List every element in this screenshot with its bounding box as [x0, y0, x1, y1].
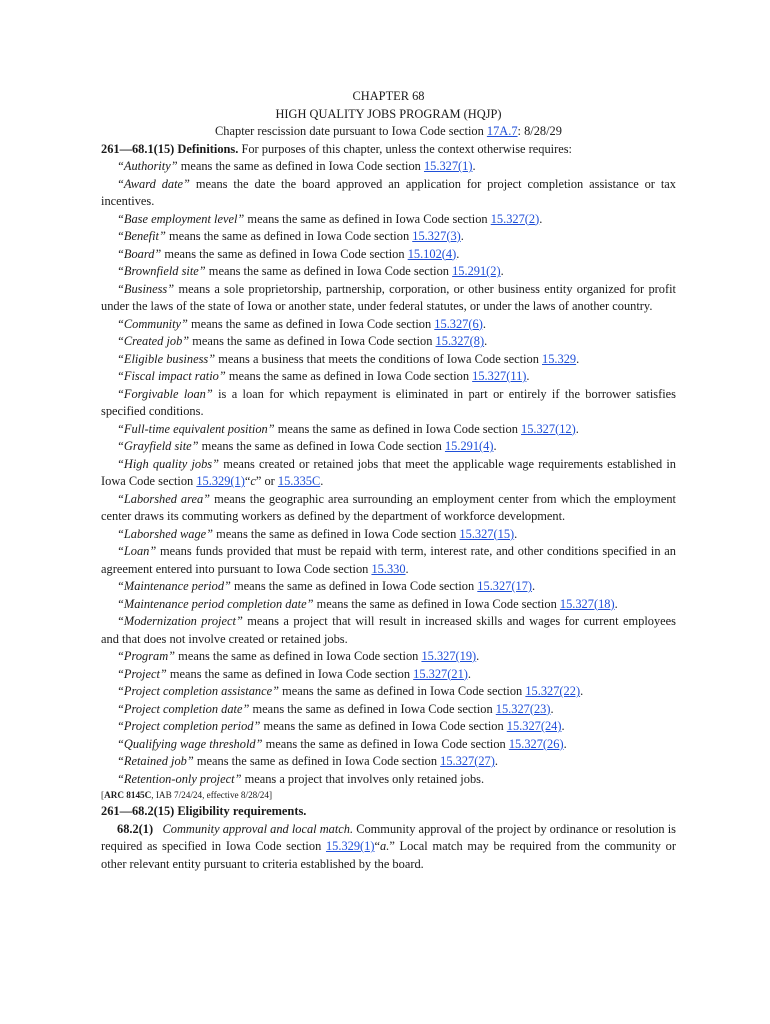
code-link[interactable]: 15.327(17)	[477, 579, 533, 593]
definition-text: means the date the board approved an application for project completion assistance or tax incentives.	[101, 176, 676, 208]
code-link[interactable]: 15.327(19)	[421, 649, 477, 663]
definition-text: means the same as defined in Iowa Code section	[198, 439, 445, 453]
definition-text: means the same as defined in Iowa Code section	[193, 754, 441, 768]
definition-item	[101, 351, 676, 369]
definition-punct: .	[532, 579, 536, 593]
definition-punct: .	[460, 229, 464, 243]
definition-punct: .	[575, 421, 579, 436]
definition-term: “Maintenance period”	[117, 579, 231, 593]
rule-heading: Eligibility requirements.	[174, 804, 307, 818]
definition-term: “Fiscal impact ratio”	[117, 369, 226, 383]
code-link[interactable]: 15.329(1)	[325, 839, 375, 853]
rule-68-2-heading	[101, 803, 676, 821]
definition-punct: .	[405, 561, 409, 576]
definition-term: “Project completion period”	[117, 719, 261, 733]
definition-text: means the same as defined in Iowa Code section	[249, 701, 496, 716]
definition-item	[101, 333, 676, 351]
definition-punct: ” or	[255, 474, 278, 488]
definition-text: means the same as defined in Iowa Code section	[166, 666, 414, 681]
definition-term: “Laborshed area”	[117, 491, 211, 506]
definition-term: “Qualifying wage threshold”	[117, 736, 263, 751]
definition-item	[101, 753, 676, 771]
definition-text: means created or retained jobs that meet the applicable wage requirements established in Iowa Code section	[101, 456, 676, 488]
code-link[interactable]: 15.327(21)	[413, 666, 468, 681]
definition-punct: .	[493, 439, 497, 453]
code-link[interactable]: 15.327(11)	[472, 369, 527, 383]
document-page	[101, 88, 676, 873]
definition-item	[101, 578, 676, 596]
definition-term: “Base employment level”	[117, 211, 245, 226]
definition-term: “Retained job”	[117, 754, 194, 768]
code-link[interactable]: 15.327(2)	[490, 211, 540, 226]
definition-text: means the same as defined in Iowa Code section	[230, 579, 478, 593]
code-link[interactable]: 15.327(15)	[459, 526, 515, 541]
definition-item	[101, 771, 676, 789]
definition-item	[101, 176, 676, 211]
definition-punct: “	[244, 474, 251, 488]
definition-term: “Forgivable loan”	[117, 386, 213, 401]
definition-item	[101, 613, 676, 648]
definition-term: “Benefit”	[117, 229, 166, 243]
definition-term: “Project”	[117, 666, 167, 681]
definition-term: “Maintenance period completion date”	[117, 596, 314, 611]
rescission-suffix: : 8/28/29	[517, 124, 562, 138]
definition-text: means the same as defined in Iowa Code section	[244, 211, 491, 226]
definition-item	[101, 438, 676, 456]
definition-item	[101, 701, 676, 719]
definition-term: “Retention-only project”	[117, 771, 242, 786]
definition-term: “Brownfield site”	[117, 264, 206, 278]
rule-number: 261—68.2(15)	[101, 804, 175, 818]
definition-punct: .	[526, 369, 530, 383]
definition-text: is a loan for which repayment is eliminated in part or entirely if the borrower satisfies specified conditions.	[101, 386, 676, 418]
definition-item	[101, 736, 676, 754]
subrule-68-2-1	[101, 821, 676, 874]
definition-punct: .	[484, 334, 488, 348]
code-link[interactable]: 15.335C	[277, 474, 321, 488]
definition-item	[101, 648, 676, 666]
definition-text: means the same as defined in Iowa Code section	[165, 229, 413, 243]
rescission-line	[101, 123, 676, 141]
code-link[interactable]: 15.329(1)	[196, 474, 245, 488]
code-link[interactable]: 15.330	[371, 561, 406, 576]
definition-item	[101, 158, 676, 176]
definition-item	[101, 543, 676, 578]
definition-term: “Program”	[117, 649, 176, 663]
code-link[interactable]: 15.327(3)	[412, 229, 461, 243]
definition-text: means funds provided that must be repaid with term, interest rate, and other conditions specified in an agreement entered into pursuant to Iowa Code section	[101, 544, 676, 576]
definition-item	[101, 246, 676, 264]
definition-term: “Created job”	[117, 334, 190, 348]
definition-punct: .	[456, 246, 460, 261]
definition-text: means the same as defined in Iowa Code section	[274, 421, 521, 436]
definition-text: means the same as defined in Iowa Code section	[187, 316, 435, 331]
definition-text: means the same as defined in Iowa Code section	[161, 246, 408, 261]
definition-item	[101, 596, 676, 614]
definition-text: means a project that involves only retained jobs.	[241, 771, 485, 786]
definition-punct: .	[482, 316, 486, 331]
definition-item	[101, 316, 676, 334]
definition-text: means the same as defined in Iowa Code section	[278, 684, 526, 698]
definition-punct: .	[320, 474, 324, 488]
code-link-17a7[interactable]: 17A.7	[486, 124, 518, 138]
definition-item	[101, 491, 676, 526]
definition-text: means the same as defined in Iowa Code section	[260, 719, 507, 733]
definition-item	[101, 228, 676, 246]
definition-text: means the same as defined in Iowa Code section	[177, 159, 424, 173]
rule-number: 261—68.1(15)	[101, 141, 175, 156]
rescission-prefix: Chapter rescission date pursuant to Iowa Code section	[215, 124, 487, 138]
rule-intro: For purposes of this chapter, unless the context otherwise requires:	[238, 141, 572, 156]
definition-item	[101, 526, 676, 544]
code-link[interactable]: 15.327(27)	[440, 754, 495, 768]
definition-text: means the same as defined in Iowa Code section	[225, 369, 473, 383]
code-link[interactable]: 15.327(24)	[506, 719, 562, 733]
subrule-title: Community approval and local match.	[162, 821, 354, 836]
subrule-text-2: ” Local match may be required from the community or other relevant entity pursuant to criteria established by the board.	[101, 839, 677, 871]
code-link[interactable]: 15.327(12)	[521, 421, 576, 436]
subrule-quote: “	[374, 839, 381, 853]
source-note-open: [	[101, 790, 105, 800]
code-link[interactable]: 15.327(1)	[423, 159, 473, 173]
code-link[interactable]: 15.327(26)	[508, 736, 564, 751]
code-link[interactable]: 15.291(2)	[452, 264, 501, 278]
definition-text: means the geographic area surrounding an employment center from which the employment center draws its commuting workers as defined by the department of workforce development.	[101, 491, 676, 523]
definition-text: means the same as defined in Iowa Code section	[189, 334, 436, 348]
code-link[interactable]: 15.327(22)	[525, 684, 581, 698]
definition-term: “Laborshed wage”	[117, 526, 214, 541]
definition-term: “Loan”	[117, 544, 157, 558]
definition-term: “Authority”	[117, 159, 178, 173]
code-link[interactable]: 15.327(23)	[495, 701, 551, 716]
subrule-text-1: Community approval of the project by ordinance or resolution is required as specified in Iowa Code section	[101, 821, 677, 853]
definition-term: “Project completion date”	[117, 701, 250, 716]
definition-item	[101, 666, 676, 684]
definition-item	[101, 386, 676, 421]
rule-heading: Definitions.	[174, 141, 239, 156]
definition-term: “Business”	[117, 281, 175, 296]
definition-punct: .	[514, 526, 518, 541]
program-title: HIGH QUALITY JOBS PROGRAM (HQJP)	[275, 106, 502, 121]
definition-punct: .	[539, 211, 543, 226]
code-link[interactable]: 15.327(8)	[435, 334, 485, 348]
definition-punct: .	[476, 649, 480, 663]
definition-text: means a project that will result in increased skills and wages for current employees and that does not involve created or retained jobs.	[101, 614, 677, 646]
definition-text: means the same as defined in Iowa Code section	[313, 596, 560, 611]
definition-text: means the same as defined in Iowa Code section	[262, 736, 509, 751]
definition-text: means a business that meets the conditions of Iowa Code section	[215, 351, 543, 366]
definition-term: “Community”	[117, 316, 188, 331]
definition-punct: .	[561, 719, 565, 733]
chapter-title: CHAPTER 68	[352, 89, 425, 103]
definition-punct: .	[614, 596, 618, 611]
definition-item	[101, 263, 676, 281]
definition-punct: .	[550, 701, 554, 716]
definition-term: “Modernization project”	[117, 614, 243, 628]
code-link[interactable]: 15.329	[542, 351, 577, 366]
definition-punct: .	[563, 736, 567, 751]
definition-text: means the same as defined in Iowa Code section	[175, 649, 422, 663]
definition-term: “High quality jobs”	[117, 456, 220, 471]
rule-68-1-heading	[101, 141, 676, 159]
source-note-rest: , IAB 7/24/24, effective 8/28/24]	[151, 790, 273, 800]
code-link[interactable]: 15.291(4)	[444, 439, 494, 453]
code-link[interactable]: 15.327(18)	[559, 596, 615, 611]
definition-item	[101, 211, 676, 229]
definition-text: means a sole proprietorship, partnership, corporation, or other business entity organized for profit under the laws of the state of Iowa or another state, under federal statutes, or under the laws of another country.	[101, 281, 676, 313]
definition-punct: .	[580, 684, 584, 698]
definition-item	[101, 281, 676, 316]
definition-punct: .	[576, 351, 580, 366]
definition-item	[101, 368, 676, 386]
subrule-paragraph-letter: a.	[380, 839, 390, 853]
code-link[interactable]: 15.102(4)	[407, 246, 457, 261]
paragraph-letter: c	[250, 474, 256, 488]
definition-punct: .	[472, 159, 476, 173]
definition-term: “Full-time equivalent position”	[117, 421, 275, 436]
code-link[interactable]: 15.327(6)	[434, 316, 483, 331]
arc-number: ARC 8145C	[104, 790, 152, 800]
definition-punct: .	[467, 666, 471, 681]
subrule-number: 68.2(1)	[117, 821, 154, 836]
definition-text: means the same as defined in Iowa Code section	[205, 264, 453, 278]
definition-item	[101, 421, 676, 439]
source-note	[101, 788, 676, 803]
definition-term: “Board”	[117, 246, 162, 261]
definition-punct: .	[494, 754, 498, 768]
definition-term: “Project completion assistance”	[117, 684, 279, 698]
definition-item	[101, 718, 676, 736]
definition-term: “Grayfield site”	[117, 439, 199, 453]
definition-item	[101, 683, 676, 701]
definition-item	[101, 456, 676, 491]
definition-text: means the same as defined in Iowa Code section	[213, 526, 460, 541]
definitions-list	[101, 158, 676, 788]
definition-punct: .	[500, 264, 504, 278]
definition-term: “Eligible business”	[117, 351, 216, 366]
definition-term: “Award date”	[117, 176, 190, 191]
